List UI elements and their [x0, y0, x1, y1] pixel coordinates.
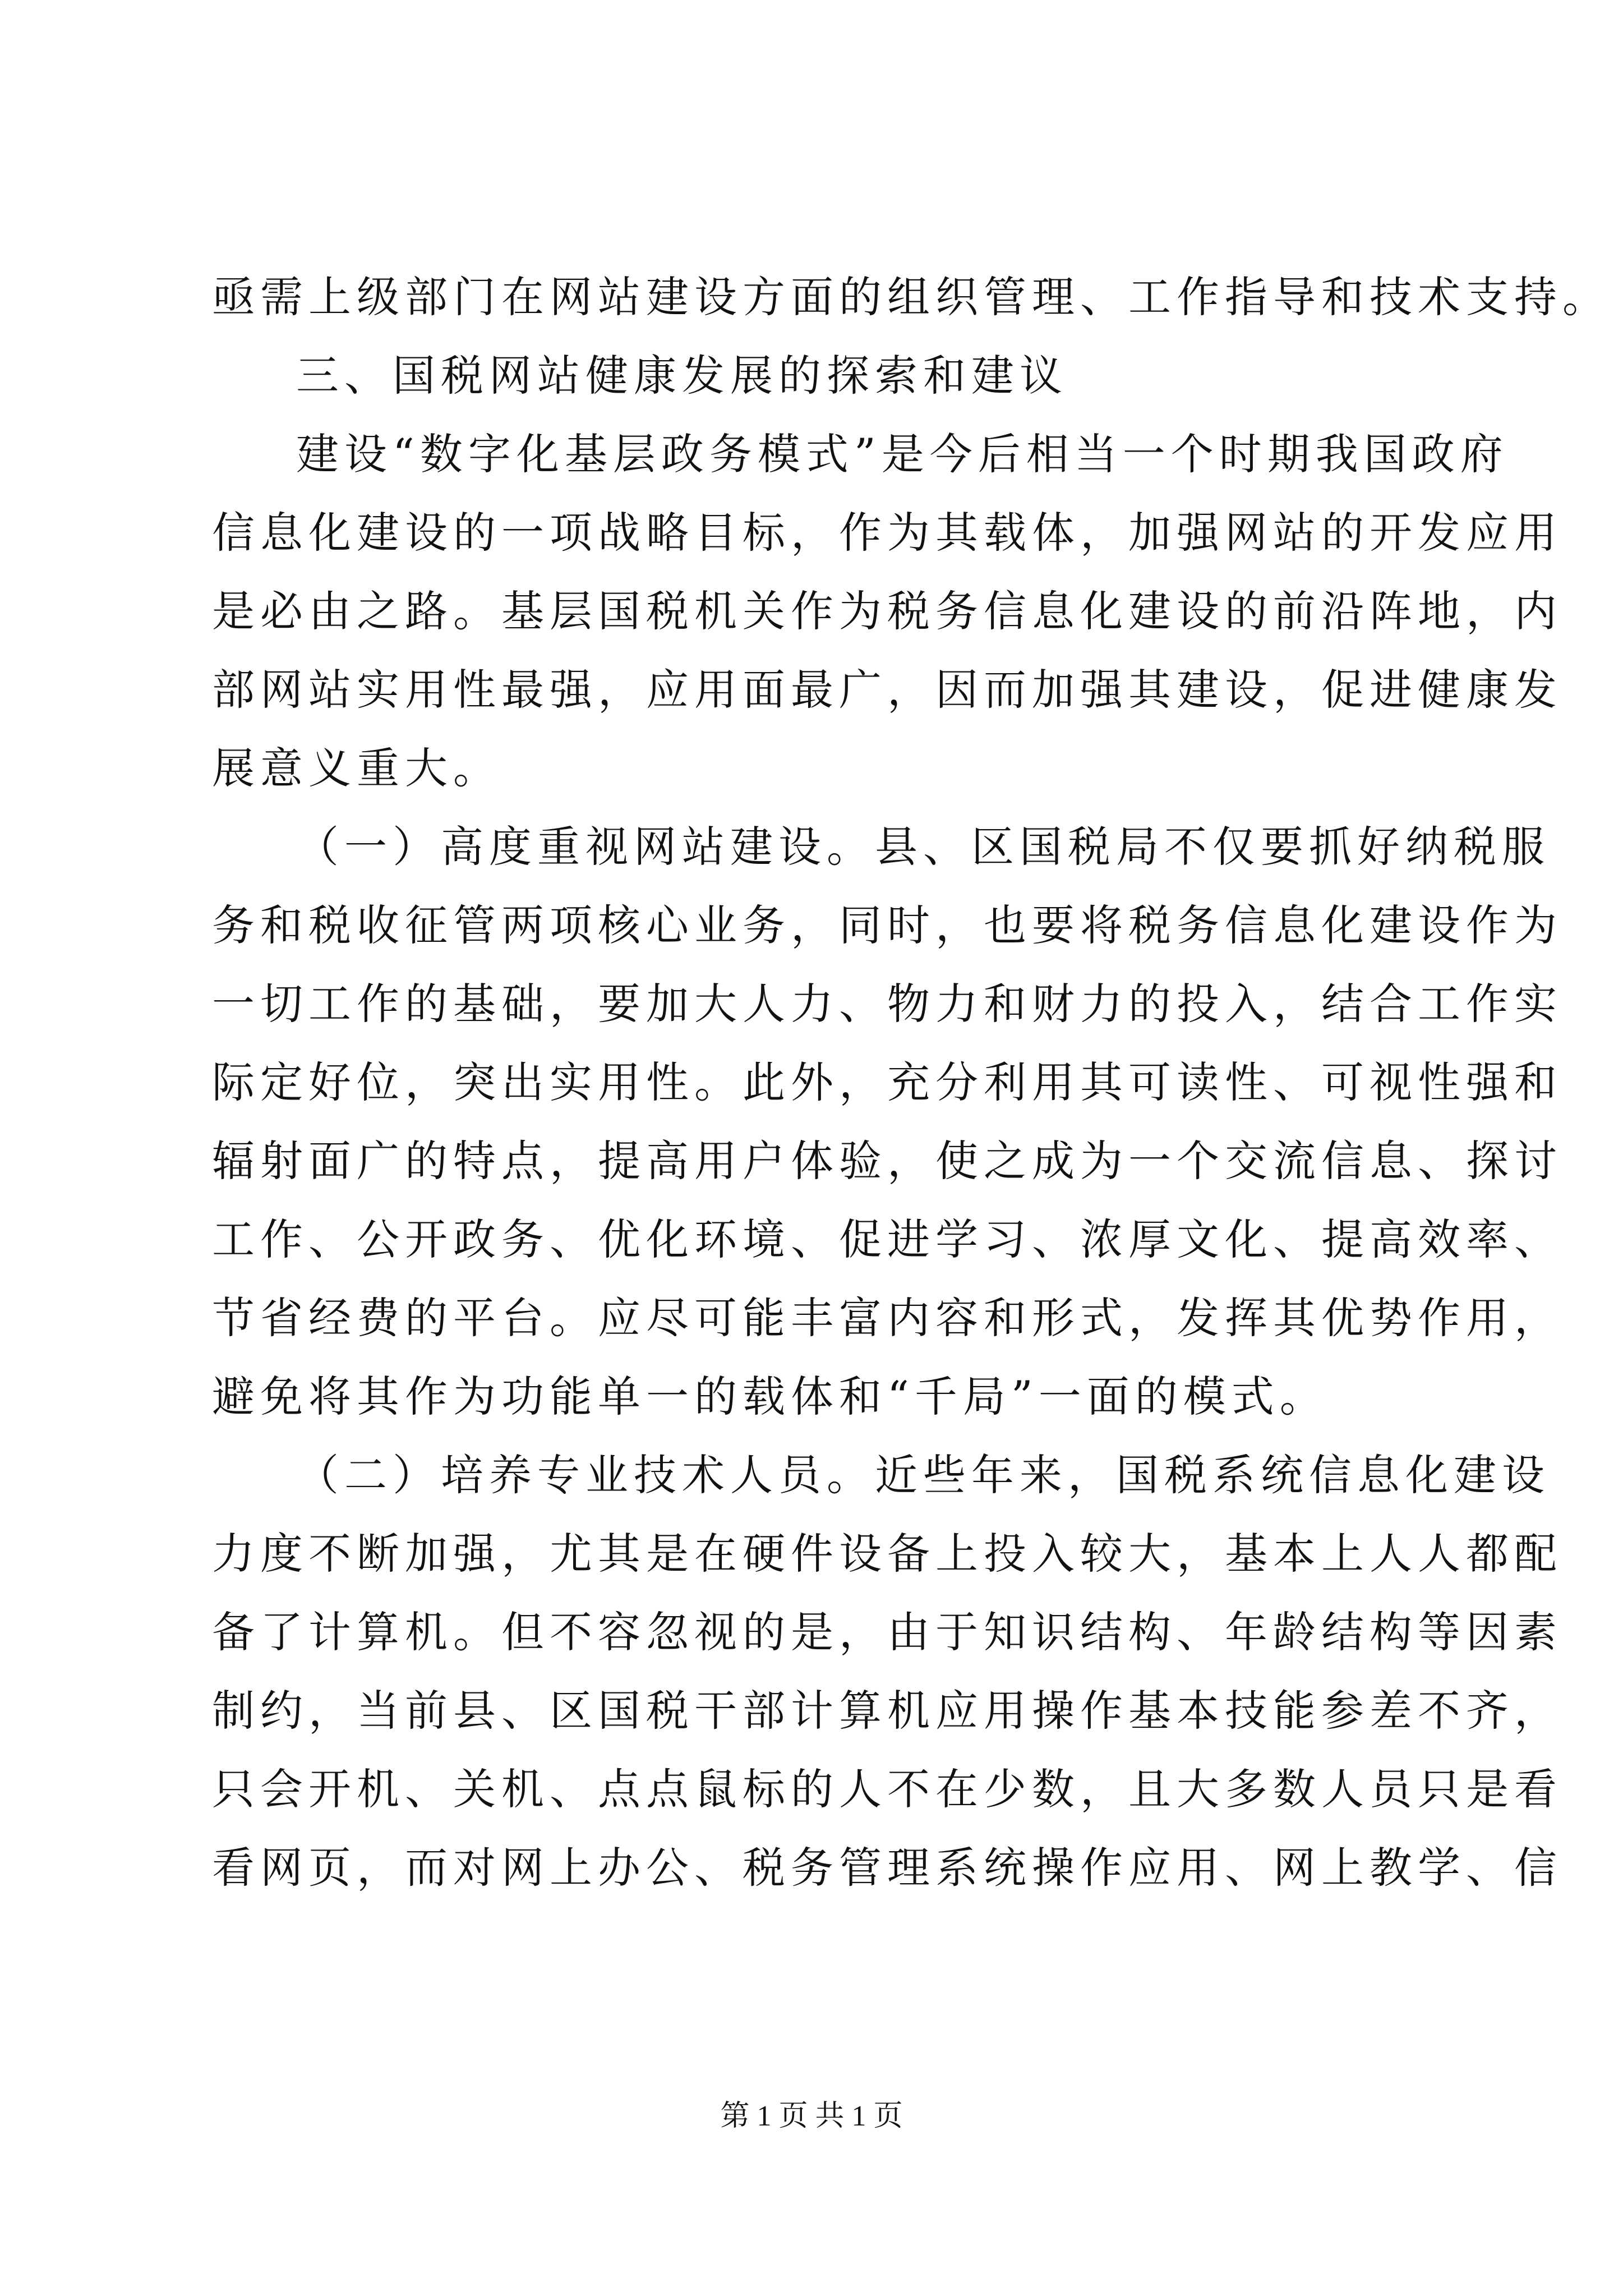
text-line: 避免将其作为功能单一的载体和“千局”一面的模式。	[212, 1372, 1328, 1421]
text-line: 展意义重大。	[212, 743, 501, 793]
text-line: 部网站实用性最强，应用面最广，因而加强其建设，促进健康发	[212, 665, 1562, 715]
text-line: 一切工作的基础，要加大人力、物力和财力的投入，结合工作实	[212, 979, 1562, 1029]
text-line: 辐射面广的特点，提高用户体验，使之成为一个交流信息、探讨	[212, 1136, 1562, 1186]
text-line: 亟需上级部门在网站建设方面的组织管理、工作指导和技术支持。	[212, 272, 1611, 322]
text-line: 际定好位，突出实用性。此外，充分利用其可读性、可视性强和	[212, 1057, 1562, 1107]
text-line: 工作、公开政务、优化环境、促进学习、浓厚文化、提高效率、	[212, 1214, 1562, 1264]
text-line: 只会开机、关机、点点鼠标的人不在少数，且大多数人员只是看	[212, 1764, 1562, 1814]
text-line: 备了计算机。但不容忽视的是，由于知识结构、年龄结构等因素	[212, 1607, 1562, 1657]
page-footer: 第 1 页 共 1 页	[720, 2100, 903, 2132]
text-line: 务和税收征管两项核心业务，同时，也要将税务信息化建设作为	[212, 900, 1562, 950]
section-heading: 三、国税网站健康发展的探索和建议	[296, 351, 1068, 401]
text-line: 信息化建设的一项战略目标，作为其载体，加强网站的开发应用	[212, 508, 1562, 558]
text-line: 看网页，而对网上办公、税务管理系统操作应用、网上教学、信	[212, 1843, 1562, 1893]
text-line: 制约，当前县、区国税干部计算机应用操作基本技能参差不齐，	[212, 1686, 1562, 1736]
subsection-heading: （一）高度重视网站建设。县、区国税局不仅要抓好纳税服	[296, 822, 1550, 872]
text-line: 力度不断加强，尤其是在硬件设备上投入较大，基本上人人都配	[212, 1529, 1562, 1579]
text-line: 是必由之路。基层国税机关作为税务信息化建设的前沿阵地，内	[212, 586, 1562, 636]
text-line: 节省经费的平台。应尽可能丰富内容和形式，发挥其优势作用，	[212, 1293, 1562, 1343]
text-line: 建设“数字化基层政务模式”是今后相当一个时期我国政府	[296, 429, 1509, 479]
subsection-heading: （二）培养专业技术人员。近些年来，国税系统信息化建设	[296, 1450, 1550, 1500]
